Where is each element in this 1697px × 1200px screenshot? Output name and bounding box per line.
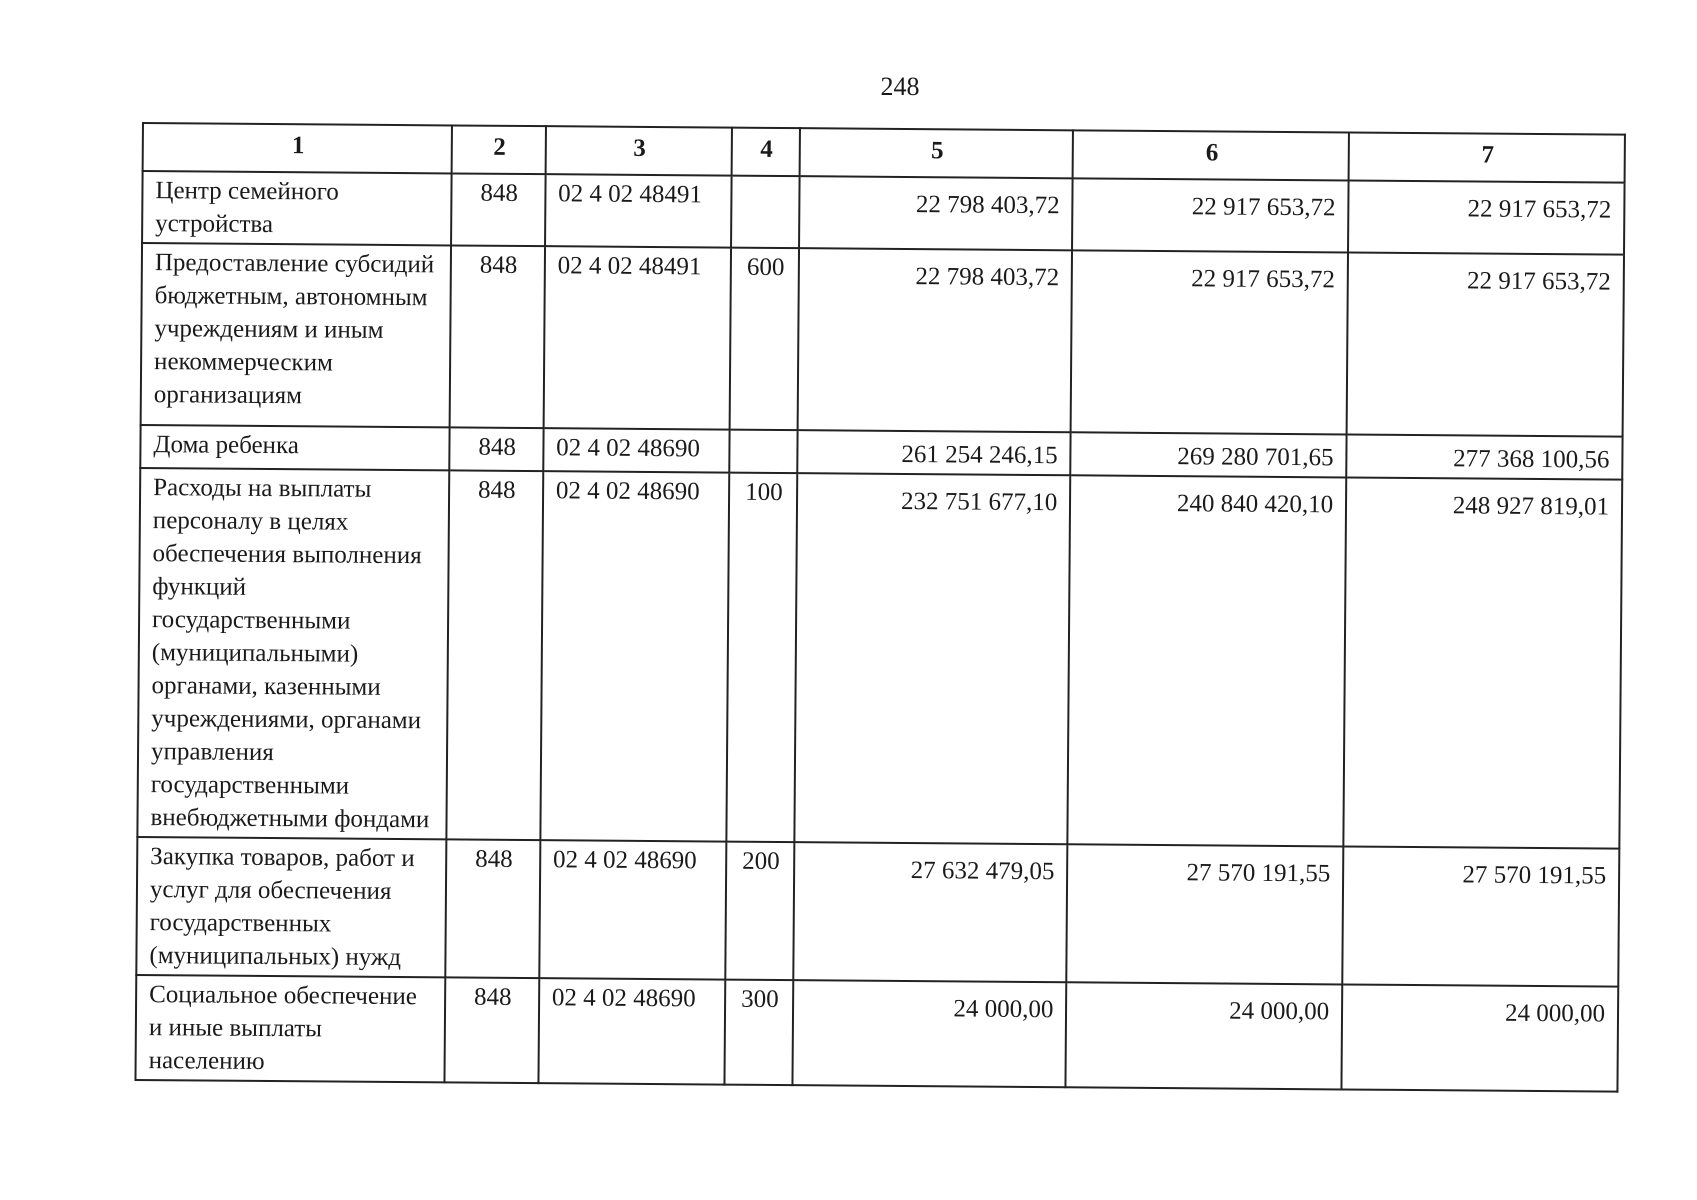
row-value-7: 248 927 819,01 xyxy=(1343,477,1622,848)
column-header-1: 1 xyxy=(143,123,452,173)
row-name: Предоставление субсидий бюджетным, автономным учреждениям и иным некоммерческим организациям xyxy=(141,243,451,427)
row-name: Центр семейного устройства xyxy=(142,171,451,245)
row-value-6: 240 840 420,10 xyxy=(1068,475,1347,846)
budget-table xyxy=(134,122,1625,1093)
row-code-4 xyxy=(731,176,799,249)
column-header-3: 3 xyxy=(545,126,731,175)
row-value-5: 261 254 246,15 xyxy=(797,430,1071,475)
table-row xyxy=(142,171,1625,255)
row-code-4: 200 xyxy=(725,842,794,981)
row-value-6: 22 917 653,72 xyxy=(1072,178,1348,252)
row-code-2: 848 xyxy=(451,173,546,246)
row-value-6: 269 280 701,65 xyxy=(1071,432,1347,477)
row-value-5: 24 000,00 xyxy=(792,980,1066,1087)
row-code-2: 848 xyxy=(444,977,539,1083)
row-value-6: 24 000,00 xyxy=(1066,982,1343,1089)
table-row xyxy=(141,243,1624,437)
row-value-5: 27 632 479,05 xyxy=(793,842,1068,982)
row-name: Расходы на выплаты персоналу в целях обеспечения выполнения функций государственными (муниципальными) органами, казенными учреждениями, органами управления государственными внебюджетными фондами xyxy=(137,468,449,839)
column-header-5: 5 xyxy=(799,128,1073,178)
column-header-7: 7 xyxy=(1349,132,1625,182)
column-header-2: 2 xyxy=(451,125,545,174)
row-code-2: 848 xyxy=(446,470,543,840)
page-number: 248 xyxy=(880,72,920,101)
row-code-4: 300 xyxy=(724,980,793,1086)
row-value-7: 22 917 653,72 xyxy=(1347,252,1624,436)
row-code-2: 848 xyxy=(449,245,545,428)
row-value-7: 24 000,00 xyxy=(1342,984,1619,1091)
table-row xyxy=(136,837,1619,987)
table-row xyxy=(137,468,1622,849)
row-code-4: 100 xyxy=(726,473,797,843)
row-name: Закупка товаров, работ и услуг для обеспечения государственных (муниципальных) нужд xyxy=(136,837,446,977)
column-header-4: 4 xyxy=(731,128,799,177)
row-value-5: 22 798 403,72 xyxy=(799,176,1073,250)
row-value-7: 277 368 100,56 xyxy=(1346,434,1622,479)
row-value-5: 22 798 403,72 xyxy=(797,248,1072,432)
table-row xyxy=(135,975,1618,1092)
row-value-7: 22 917 653,72 xyxy=(1348,180,1624,254)
row-name: Дома ребенка xyxy=(140,425,449,470)
row-code-3: 02 4 02 48491 xyxy=(543,246,730,429)
row-code-4 xyxy=(729,430,797,474)
row-code-3: 02 4 02 48491 xyxy=(545,174,732,247)
row-code-3: 02 4 02 48690 xyxy=(539,840,726,979)
row-name: Социальное обеспечение и иные выплаты населению xyxy=(135,975,444,1082)
row-code-2: 848 xyxy=(449,427,543,471)
column-header-6: 6 xyxy=(1073,130,1349,180)
row-value-7: 27 570 191,55 xyxy=(1342,846,1619,986)
row-value-5: 232 751 677,10 xyxy=(794,473,1071,844)
row-value-6: 22 917 653,72 xyxy=(1071,250,1348,434)
row-code-3: 02 4 02 48690 xyxy=(543,428,729,472)
row-code-3: 02 4 02 48690 xyxy=(540,471,729,841)
row-code-3: 02 4 02 48690 xyxy=(538,978,725,1084)
row-code-2: 848 xyxy=(445,839,540,978)
row-code-4: 600 xyxy=(729,248,798,431)
row-value-6: 27 570 191,55 xyxy=(1067,844,1344,984)
